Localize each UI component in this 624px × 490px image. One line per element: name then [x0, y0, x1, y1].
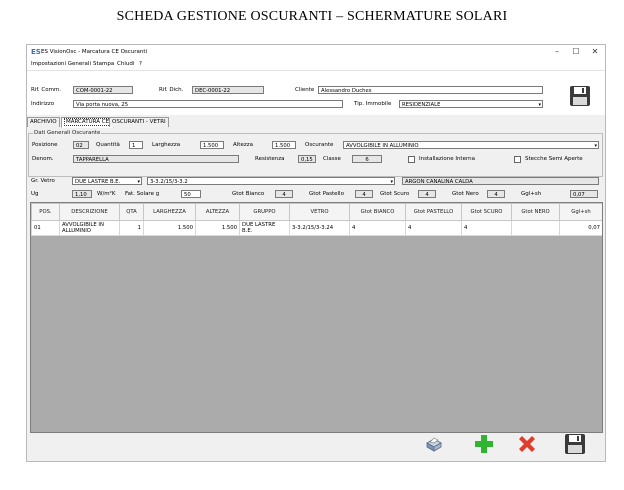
cliente-field[interactable]: Alessandro Duches: [318, 86, 543, 94]
col-larghezza[interactable]: LARGHEZZA: [144, 204, 196, 221]
cell-ggl-sh: 0,07: [560, 221, 603, 236]
col-gtot-bianco[interactable]: Gtot BIANCO: [350, 204, 406, 221]
tab-bar: [27, 117, 605, 127]
menu-stampa[interactable]: Stampa: [93, 61, 115, 67]
resistenza-label: Resistenza: [255, 156, 285, 162]
header-panel: [27, 71, 605, 115]
table-header: [32, 204, 603, 221]
cell-altezza: 1.500: [196, 221, 240, 236]
ug-field[interactable]: 1,10: [72, 190, 92, 198]
delete-icon[interactable]: [516, 433, 538, 455]
composizione-value: 3-3.2/15/3-3.2: [150, 179, 188, 185]
col-descrizione[interactable]: DESCRIZIONE: [60, 204, 120, 221]
tab-marcatura-ce[interactable]: [61, 117, 114, 128]
posizione-label: Posizione: [32, 142, 58, 148]
save-icon[interactable]: [569, 85, 591, 107]
altezza-field[interactable]: 1.500: [272, 141, 296, 149]
cell-pos: 01: [32, 221, 60, 236]
window-title: ES VisionOsc - Marcatura CE Oscuranti: [41, 49, 148, 55]
cliente-label: Cliente: [295, 87, 315, 93]
menu-help[interactable]: ?: [139, 61, 142, 67]
print-icon[interactable]: [423, 433, 445, 455]
gtot-pastello-field[interactable]: 4: [355, 190, 373, 198]
chevron-down-icon: ▾: [594, 143, 597, 149]
cell-gtot-bianco: 4: [350, 221, 406, 236]
quantita-field[interactable]: 1: [129, 141, 143, 149]
oscuranti-table[interactable]: [30, 202, 603, 433]
cell-gtot-scuro: 4: [462, 221, 512, 236]
col-altezza[interactable]: ALTEZZA: [196, 204, 240, 221]
tab-marcatura-ce-label: MARCATURA CE: [66, 119, 110, 125]
fat-solare-field[interactable]: 50: [181, 190, 201, 198]
oscurante-label: Oscurante: [305, 142, 334, 148]
gr-vetro-value: DUE LASTRE B.E.: [75, 179, 121, 185]
cell-vetro: 3-3.2/15/3-3.24: [290, 221, 350, 236]
gtot-scuro-field[interactable]: 4: [418, 190, 436, 198]
stecche-checkbox[interactable]: [514, 156, 521, 163]
classe-field[interactable]: 6: [352, 155, 382, 163]
gtot-bianco-label: Gtot Bianco: [232, 191, 265, 197]
col-gtot-pastello[interactable]: Gtot PASTELLO: [406, 204, 462, 221]
gtot-bianco-field[interactable]: 4: [275, 190, 293, 198]
cell-larghezza: 1.500: [144, 221, 196, 236]
indirizzo-label: Indirizzo: [31, 101, 55, 107]
tab-archivio[interactable]: ARCHIVIO: [27, 117, 60, 127]
gr-vetro-label: Gr. Vetro: [31, 178, 55, 184]
cell-descrizione: AVVOLGIBILE IN ALLUMINIO: [60, 221, 120, 236]
close-button[interactable]: ✕: [591, 47, 599, 56]
add-icon[interactable]: [473, 433, 495, 455]
col-gtot-scuro[interactable]: Gtot SCURO: [462, 204, 512, 221]
dati-oscurante-group: [28, 130, 603, 177]
tip-immobile-select[interactable]: [399, 100, 543, 108]
col-ggl-sh[interactable]: Ggl+sh: [560, 204, 603, 221]
larghezza-field[interactable]: 1.500: [200, 141, 224, 149]
menu-chiudi[interactable]: Chiudi: [117, 61, 135, 67]
tip-immobile-value: RESIDENZIALE: [402, 102, 441, 108]
stecche-label: Stecche Semi Aperte: [525, 156, 583, 162]
oscurante-value: AVVOLGIBILE IN ALLUMINIO: [346, 143, 419, 149]
cell-gtot-nero: [512, 221, 560, 236]
col-qta[interactable]: QTA: [120, 204, 144, 221]
table-row[interactable]: [32, 221, 603, 236]
tab-oscuranti-vetri[interactable]: OSCURANTI - VETRI: [109, 117, 169, 127]
save-icon[interactable]: [564, 433, 586, 455]
rif-dich-label: Rif. Dich.: [159, 87, 184, 93]
app-logo-icon: ES: [31, 48, 41, 56]
composizione-select[interactable]: [147, 177, 395, 185]
rif-comm-label: Rif. Comm.: [31, 87, 62, 93]
title-bar: [27, 45, 605, 59]
ggl-sh-field[interactable]: 0,07: [570, 190, 598, 198]
posizione-field[interactable]: 02: [73, 141, 89, 149]
altezza-label: Altezza: [233, 142, 253, 148]
larghezza-label: Larghezza: [152, 142, 181, 148]
rif-comm-field[interactable]: COM-0001-22: [73, 86, 133, 94]
col-gruppo[interactable]: GRUPPO: [240, 204, 290, 221]
gtot-nero-field[interactable]: 4: [487, 190, 505, 198]
chevron-down-icon: ▾: [390, 179, 393, 185]
oscurante-select[interactable]: [343, 141, 599, 149]
installazione-checkbox[interactable]: [408, 156, 415, 163]
denom-field[interactable]: TAPPARELLA: [73, 155, 239, 163]
col-gtot-nero[interactable]: Gtot NERO: [512, 204, 560, 221]
ug-unit: W/m²K: [97, 191, 116, 197]
group-legend: Dati Generali Oscurante: [34, 130, 101, 136]
menu-bar: [27, 59, 605, 71]
ggl-sh-label: Ggl+sh: [521, 191, 542, 197]
gtot-scuro-label: Gtot Scuro: [380, 191, 410, 197]
denom-label: Denom.: [32, 156, 54, 162]
canalina-field[interactable]: ARGON CANALINA CALDA: [402, 177, 599, 185]
classe-label: Classe: [323, 156, 341, 162]
col-vetro[interactable]: VETRO: [290, 204, 350, 221]
installazione-label: Installazione Interna: [419, 156, 475, 162]
cell-qta: 1: [120, 221, 144, 236]
gtot-pastello-label: Gtot Pastello: [309, 191, 344, 197]
maximize-button[interactable]: ☐: [572, 47, 580, 56]
gtot-nero-label: Gtot Nero: [452, 191, 479, 197]
quantita-label: Quantità: [96, 142, 120, 148]
ug-label: Ug: [31, 191, 39, 197]
indirizzo-field[interactable]: Via porta nuova, 25: [73, 100, 343, 108]
page-title: SCHEDA GESTIONE OSCURANTI – SCHERMATURE SOLARI: [116, 9, 508, 24]
cell-gruppo: DUE LASTRE B.E.: [240, 221, 290, 236]
cell-gtot-pastello: 4: [406, 221, 462, 236]
rif-dich-field[interactable]: DEC-0001-22: [192, 86, 264, 94]
fat-solare-label: Fat. Solare g: [125, 191, 160, 197]
col-pos[interactable]: POS.: [32, 204, 60, 221]
app-window: [26, 44, 606, 462]
chevron-down-icon: ▾: [538, 102, 541, 108]
menu-impostazioni[interactable]: Impostazioni Generali: [31, 61, 91, 67]
resistenza-field[interactable]: 0,15: [298, 155, 316, 163]
tip-immobile-label: Tip. Immobile: [354, 101, 392, 107]
minimize-button[interactable]: –: [555, 47, 559, 56]
gr-vetro-select[interactable]: [72, 177, 142, 185]
chevron-down-icon: ▾: [137, 179, 140, 185]
